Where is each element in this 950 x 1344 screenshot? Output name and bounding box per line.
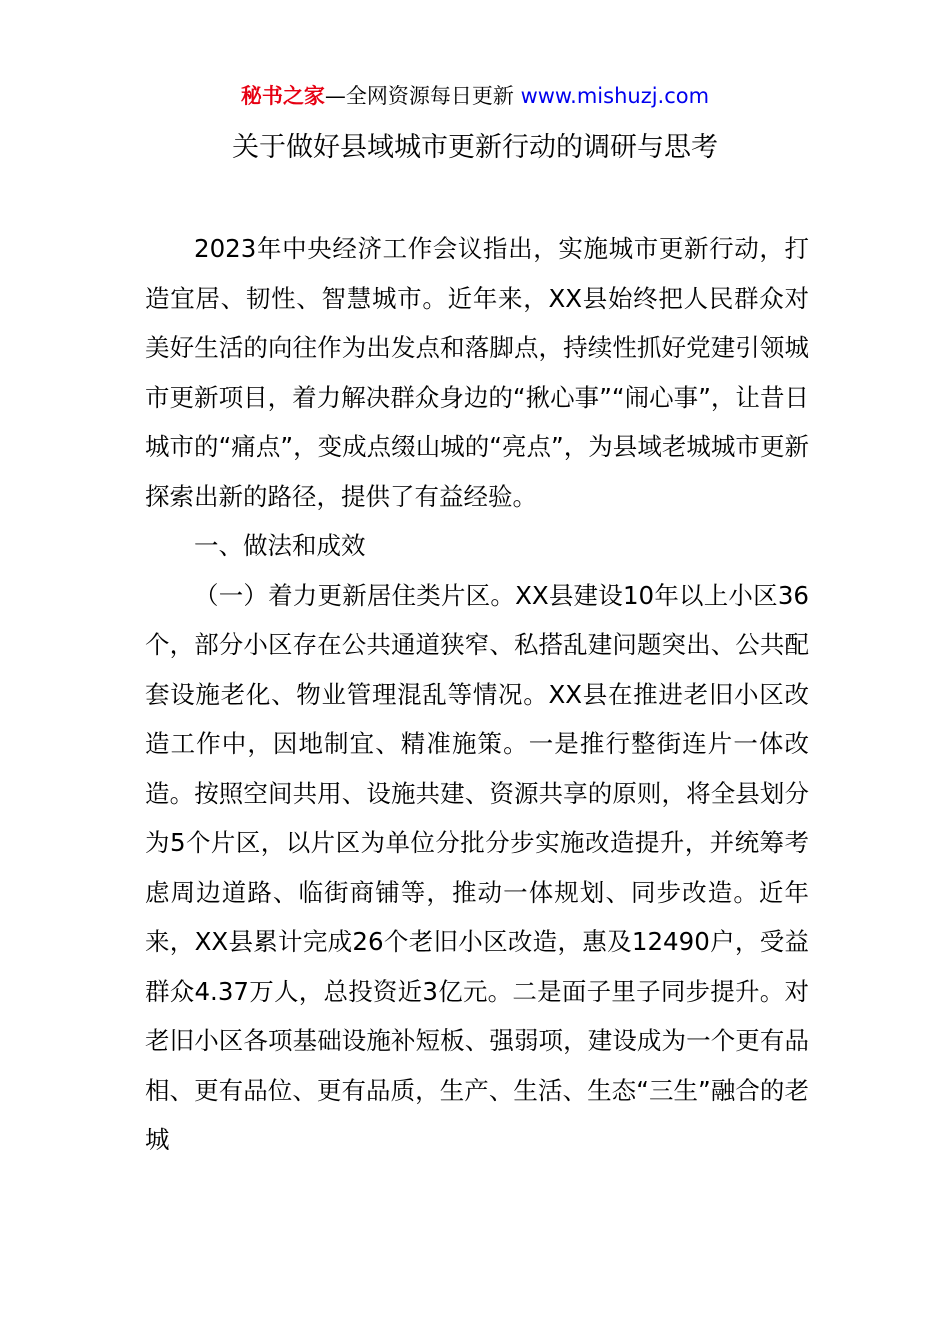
site-tagline: —全网资源每日更新 [324,84,514,108]
body-paragraph: （一）着力更新居住类片区。XX县建设10年以上小区36个，部分小区存在公共通道狭窄、私搭乱建问题突出、公共配套设施老化、物业管理混乱等情况。XX县在推进老旧小区改造工作中，因地制宜、精准施策。一是推行整街连片一体改造。按照空间共用、设施共建、资源共享的原则，将全县划分为5个片区，以片区为单位分批分步实施改造提升，并统筹考虑周边道路、临街商铺等，推动一体规划、同步改造。近年来，XX县累计完成26个老旧小区改造，惠及12490户，受益群众4.37万人，总投资近3亿元。二是面子里子同步提升。对老旧小区各项基础设施补短板、强弱项，建设成为一个更有品相、更有品位、更有品质，生产、生活、生态“三生”融合的老城 [145,580,809,1154]
site-brand: 秘书之家 [240,84,325,108]
document-body [145,224,809,1165]
document-title: 关于做好县域城市更新行动的调研与思考 [232,132,718,163]
site-url-link[interactable]: www.mishuzj.com [520,84,710,108]
site-header [0,80,950,112]
section-heading: 一、做法和成效 [194,531,366,560]
intro-paragraph: 2023年中央经济工作会议指出，实施城市更新行动，打造宜居、韧性、智慧城市。近年来，XX县始终把人民群众对美好生活的向往作为出发点和落脚点，持续性抓好党建引领城市更新项目，着力解决群众身边的“揪心事”“闹心事”，让昔日城市的“痛点”，变成点缀山城的“亮点”，为县域老城城市更新探索出新的路径，提供了有益经验。 [145,234,809,511]
